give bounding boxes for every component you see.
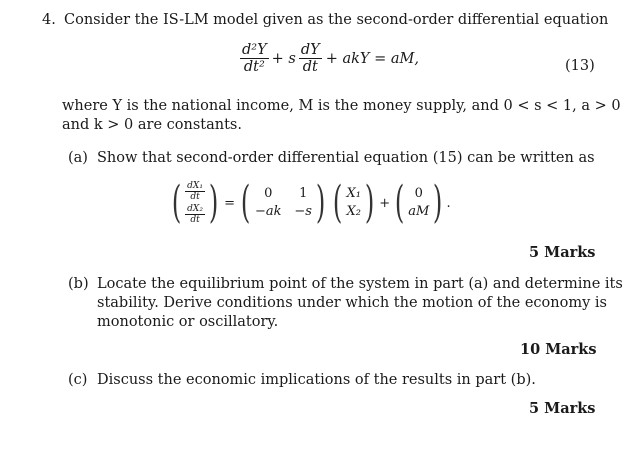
part-b-marks: 10 Marks <box>520 341 597 358</box>
part-a-label: (a) <box>68 150 88 166</box>
right-paren: ) <box>208 177 219 228</box>
part-c-text: Discuss the economic implications of the results in part (b). <box>97 372 536 388</box>
b1: 0 <box>414 186 423 201</box>
part-a-text: Show that second-order differential equation (15) can be written as <box>97 150 595 166</box>
where-line-1: where Y is the national income, M is the money supply, and 0 < s < 1, a > 0 <box>62 98 621 114</box>
dx1-num: dX₁ <box>187 181 203 191</box>
left-paren: ( <box>171 177 182 228</box>
part-c-label: (c) <box>68 372 88 388</box>
dx1-dt <box>185 181 205 202</box>
right-paren: ) <box>433 177 443 228</box>
differential-equation <box>240 42 419 75</box>
question-intro: Consider the IS-LM model given as the second-order differential equation <box>64 12 609 28</box>
a21: −ak <box>254 204 282 219</box>
right-paren: ) <box>316 177 326 228</box>
equation-number: (13) <box>565 58 595 74</box>
dx1-den: dt <box>190 192 200 202</box>
constant-vector <box>408 185 429 221</box>
dx2-num: dX₂ <box>187 204 203 214</box>
right-paren: ) <box>364 177 375 228</box>
part-a-marks: 5 Marks <box>529 244 596 261</box>
a11: 0 <box>264 186 273 201</box>
x1: X₁ <box>346 186 362 201</box>
dx2-den: dt <box>190 215 200 225</box>
coefficient-matrix <box>254 185 312 221</box>
b2: aM <box>408 204 430 219</box>
a22: −s <box>294 204 312 219</box>
first-derivative-den: dt <box>302 59 318 75</box>
part-b-line-1: Locate the equilibrium point of the system in part (a) and determine its <box>97 276 623 292</box>
part-b-line-2: stability. Derive conditions under which the motion of the economy is <box>97 295 607 311</box>
left-paren: ( <box>240 177 251 228</box>
first-derivative-num: dY <box>300 42 320 58</box>
dx2-dt <box>185 204 205 225</box>
plus-sign: + <box>379 195 391 211</box>
question-number: 4. <box>42 12 56 28</box>
where-line-2: and k > 0 are constants. <box>62 117 242 133</box>
second-derivative-num: d²Y <box>242 42 267 58</box>
a12: 1 <box>299 186 308 201</box>
state-vector <box>347 185 361 221</box>
derivative-vector <box>185 181 205 225</box>
part-b-label: (b) <box>68 276 89 292</box>
equals-sign: = <box>224 195 236 211</box>
first-derivative <box>299 42 322 75</box>
left-paren: ( <box>333 177 343 228</box>
matrix-equation <box>168 178 451 228</box>
second-derivative <box>240 42 269 75</box>
part-b-line-3: monotonic or oscillatory. <box>97 314 279 330</box>
part-c-marks: 5 Marks <box>529 400 596 417</box>
plus-s: + s <box>271 50 296 67</box>
left-paren: ( <box>394 177 405 228</box>
equation-rest: + akY = aM, <box>325 50 419 67</box>
period: . <box>446 195 451 211</box>
x2: X₂ <box>346 204 362 219</box>
second-derivative-den: dt² <box>243 59 265 75</box>
